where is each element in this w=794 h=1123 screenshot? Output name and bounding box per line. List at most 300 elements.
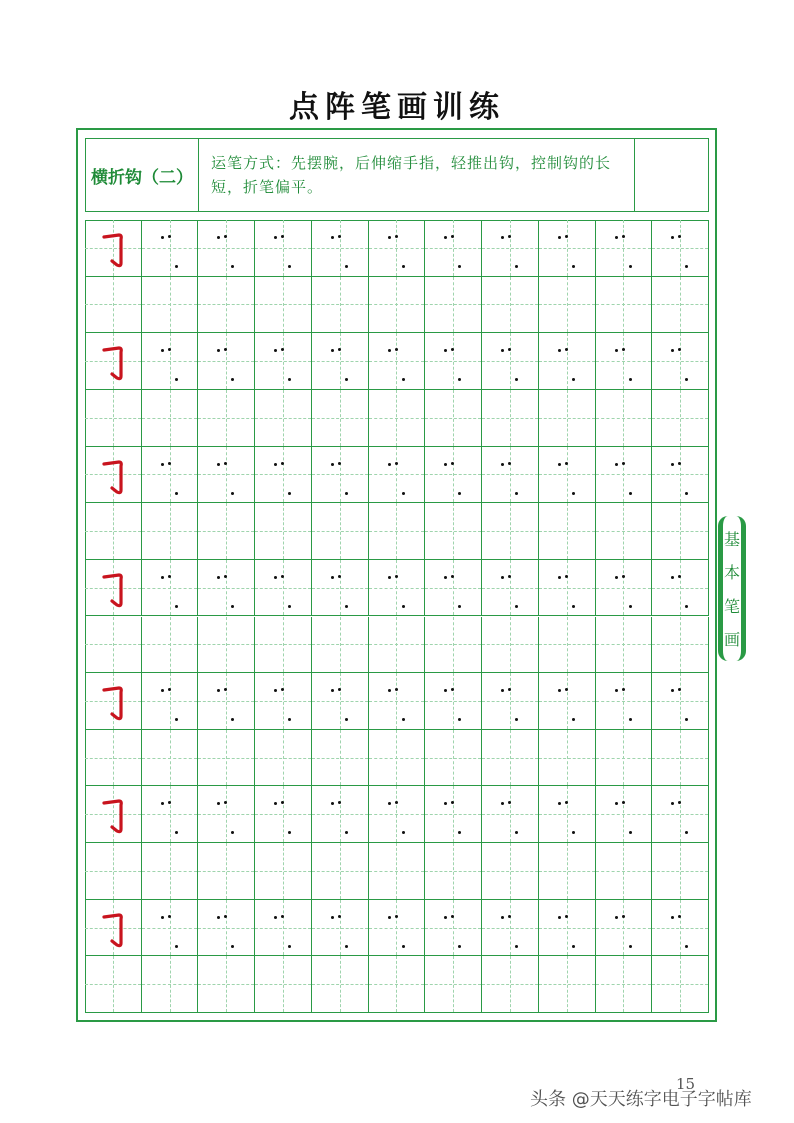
grid-cell [142,220,199,277]
guide-dot [671,463,674,466]
guide-dot [161,349,164,352]
grid-cell [142,673,199,730]
guide-line-horizontal [255,814,311,815]
grid-cell [312,390,369,447]
guide-line-horizontal [255,871,311,872]
side-tab-char: 画 [723,629,740,649]
guide-line-horizontal [539,304,595,305]
guide-dot [331,916,334,919]
guide-dot [161,236,164,239]
guide-dot [281,462,284,465]
guide-line-horizontal [142,701,198,702]
guide-dot [274,689,277,692]
guide-dot [458,265,461,268]
grid-cell [198,900,255,957]
grid-cell [255,786,312,843]
guide-line-horizontal [312,304,368,305]
guide-line-horizontal [425,418,481,419]
guide-line-horizontal [369,984,425,985]
example-stroke-hengzhegou [101,457,127,497]
grid-cell [425,220,482,277]
guide-line-horizontal [369,701,425,702]
guide-line-horizontal [596,248,652,249]
guide-dot [274,916,277,919]
guide-dot [175,265,178,268]
guide-dot [402,605,405,608]
guide-line-horizontal [482,588,538,589]
guide-line-horizontal [369,588,425,589]
grid-cell [652,333,709,390]
guide-dot [565,575,568,578]
guide-dot [231,492,234,495]
guide-line-horizontal [539,588,595,589]
guide-dot [458,378,461,381]
side-tab-char: 笔 [723,596,740,616]
guide-dot [622,915,625,918]
guide-line-horizontal [425,304,481,305]
guide-line-horizontal [425,758,481,759]
stroke-name-label: 横折钩（二） [86,139,199,211]
guide-line-horizontal [255,928,311,929]
grid-cell [425,390,482,447]
guide-dot [274,802,277,805]
guide-dot [615,689,618,692]
guide-dot [515,831,518,834]
guide-line-horizontal [312,984,368,985]
guide-line-horizontal [539,361,595,362]
guide-dot [395,462,398,465]
guide-dot [558,349,561,352]
guide-line-horizontal [198,531,254,532]
guide-line-horizontal [198,701,254,702]
guide-dot [572,492,575,495]
guide-line-horizontal [369,928,425,929]
grid-cell [539,730,596,787]
guide-dot [685,945,688,948]
guide-line-horizontal [596,644,652,645]
guide-line-horizontal [312,418,368,419]
guide-line-horizontal [482,701,538,702]
guide-dot [288,605,291,608]
guide-line-horizontal [369,304,425,305]
guide-line-horizontal [255,758,311,759]
guide-dot [288,945,291,948]
grid-cell [198,786,255,843]
guide-line-horizontal [85,644,141,645]
guide-line-horizontal [596,474,652,475]
grid-cell [142,390,199,447]
guide-line-horizontal [142,644,198,645]
grid-cell [369,843,426,900]
grid-cell [482,956,539,1013]
guide-dot [685,605,688,608]
guide-dot [671,689,674,692]
guide-dot [175,831,178,834]
grid-cell [85,843,142,900]
guide-dot [175,718,178,721]
guide-line-horizontal [312,361,368,362]
grid-cell [652,900,709,957]
guide-dot [458,718,461,721]
guide-line-horizontal [369,758,425,759]
guide-dot [629,378,632,381]
guide-line-horizontal [198,871,254,872]
guide-dot [444,349,447,352]
guide-line-horizontal [482,871,538,872]
guide-line-horizontal [142,361,198,362]
grid-cell [539,277,596,334]
grid-cell [539,390,596,447]
guide-dot [402,718,405,721]
guide-dot [678,462,681,465]
grid-cell [539,447,596,504]
guide-dot [501,576,504,579]
grid-cell [85,786,142,843]
example-stroke-hengzhegou [101,343,127,383]
grid-cell [198,220,255,277]
guide-dot [444,236,447,239]
guide-dot [345,605,348,608]
guide-dot [388,689,391,692]
guide-line-horizontal [652,418,708,419]
guide-dot [572,265,575,268]
guide-dot [515,492,518,495]
guide-line-horizontal [142,871,198,872]
guide-dot [629,718,632,721]
guide-dot [231,718,234,721]
grid-cell [482,560,539,617]
guide-line-horizontal [85,531,141,532]
guide-line-horizontal [142,304,198,305]
grid-cell [255,333,312,390]
grid-cell [85,956,142,1013]
guide-line-horizontal [198,758,254,759]
guide-line-horizontal [369,361,425,362]
guide-line-horizontal [482,758,538,759]
guide-line-horizontal [652,361,708,362]
guide-line-horizontal [596,984,652,985]
example-stroke-hengzhegou [101,796,127,836]
guide-line-horizontal [198,304,254,305]
guide-line-horizontal [425,248,481,249]
grid-cell [198,277,255,334]
grid-cell [596,730,653,787]
guide-dot [281,915,284,918]
guide-dot [685,492,688,495]
guide-dot [615,802,618,805]
guide-dot [615,236,618,239]
guide-dot [558,236,561,239]
side-tab-char: 本 [723,563,740,583]
guide-dot [388,916,391,919]
guide-dot [558,802,561,805]
guide-dot [395,235,398,238]
guide-dot [685,718,688,721]
guide-line-horizontal [255,361,311,362]
guide-dot [402,492,405,495]
guide-dot [565,462,568,465]
guide-dot [572,718,575,721]
guide-dot [388,349,391,352]
grid-cell [369,277,426,334]
grid-cell [369,220,426,277]
grid-cell [425,843,482,900]
guide-dot [331,576,334,579]
guide-dot [395,915,398,918]
guide-line-horizontal [198,814,254,815]
watermark: 头条 @天天练字电子字帖库 [530,1089,752,1110]
guide-line-horizontal [369,248,425,249]
guide-dot [565,915,568,918]
guide-line-horizontal [596,304,652,305]
guide-dot [458,492,461,495]
page-number: 15 [676,1075,696,1093]
guide-line-horizontal [369,531,425,532]
guide-line-horizontal [539,701,595,702]
guide-dot [274,349,277,352]
guide-line-horizontal [312,531,368,532]
guide-dot [444,802,447,805]
guide-dot [508,915,511,918]
guide-dot [515,605,518,608]
guide-line-horizontal [596,814,652,815]
guide-line-horizontal [198,418,254,419]
guide-dot [161,576,164,579]
guide-dot [402,945,405,948]
grid-cell [539,900,596,957]
guide-line-horizontal [596,361,652,362]
grid-cell [539,333,596,390]
guide-dot [685,378,688,381]
grid-cell [652,220,709,277]
grid-cell [142,503,199,560]
stroke-description: 运笔方式：先摆腕，后伸缩手指，轻推出钩，控制钩的长短，折笔偏平。 [199,139,635,211]
grid-cell [596,447,653,504]
guide-dot [395,688,398,691]
guide-dot [161,802,164,805]
guide-dot [345,831,348,834]
guide-line-horizontal [142,984,198,985]
guide-line-horizontal [255,531,311,532]
guide-line-horizontal [482,361,538,362]
guide-dot [558,689,561,692]
guide-line-horizontal [198,474,254,475]
guide-line-horizontal [652,701,708,702]
guide-line-horizontal [369,644,425,645]
grid-cell [142,277,199,334]
grid-cell [596,503,653,560]
grid-cell [539,503,596,560]
guide-line-horizontal [312,644,368,645]
grid-cell [482,277,539,334]
grid-cell [652,503,709,560]
grid-cell [142,730,199,787]
guide-line-horizontal [482,418,538,419]
guide-line-horizontal [425,928,481,929]
grid-cell [85,447,142,504]
guide-dot [338,575,341,578]
grid-cell [652,390,709,447]
guide-dot [345,945,348,948]
guide-dot [217,576,220,579]
guide-line-horizontal [425,871,481,872]
grid-cell [312,447,369,504]
grid-cell [652,956,709,1013]
grid-cell [198,390,255,447]
grid-cell [85,220,142,277]
grid-cell [482,843,539,900]
guide-line-horizontal [482,304,538,305]
grid-cell [312,503,369,560]
grid-cell [312,617,369,674]
grid-cell [198,730,255,787]
guide-dot [231,265,234,268]
guide-line-horizontal [425,474,481,475]
guide-line-horizontal [255,701,311,702]
grid-cell [482,503,539,560]
guide-line-horizontal [312,814,368,815]
guide-line-horizontal [198,644,254,645]
guide-line-horizontal [142,758,198,759]
guide-line-horizontal [142,418,198,419]
grid-cell [369,333,426,390]
guide-line-horizontal [255,984,311,985]
grid-cell [539,617,596,674]
grid-cell [539,560,596,617]
grid-cell [85,900,142,957]
grid-cell [596,617,653,674]
guide-line-horizontal [369,474,425,475]
grid-cell [142,900,199,957]
grid-cell [142,843,199,900]
grid-cell [198,843,255,900]
guide-line-horizontal [652,758,708,759]
grid-cell [369,956,426,1013]
guide-dot [345,492,348,495]
guide-dot [274,576,277,579]
guide-dot [338,235,341,238]
example-stroke-hengzhegou [101,683,127,723]
guide-dot [161,463,164,466]
grid-cell [596,220,653,277]
grid-cell [596,673,653,730]
guide-line-horizontal [539,814,595,815]
guide-dot [231,831,234,834]
guide-line-horizontal [596,588,652,589]
grid-cell [255,277,312,334]
guide-dot [615,576,618,579]
grid-cell [198,956,255,1013]
guide-line-horizontal [482,814,538,815]
grid-cell [539,673,596,730]
guide-line-horizontal [539,531,595,532]
grid-cell [482,220,539,277]
guide-line-horizontal [312,871,368,872]
guide-dot [168,575,171,578]
grid-cell [312,786,369,843]
guide-line-horizontal [312,758,368,759]
guide-line-horizontal [652,984,708,985]
guide-dot [671,802,674,805]
grid-cell [369,673,426,730]
guide-line-horizontal [142,531,198,532]
guide-dot [274,236,277,239]
guide-dot [558,576,561,579]
guide-dot [615,916,618,919]
grid-cell [369,503,426,560]
guide-dot [331,236,334,239]
guide-line-horizontal [425,644,481,645]
guide-dot [572,605,575,608]
guide-dot [175,605,178,608]
guide-line-horizontal [539,248,595,249]
guide-dot [217,236,220,239]
guide-line-horizontal [198,361,254,362]
grid-cell [539,220,596,277]
side-tab-char: 基 [723,530,740,550]
guide-line-horizontal [482,984,538,985]
grid-cell [255,843,312,900]
grid-cell [369,560,426,617]
guide-dot [671,236,674,239]
guide-line-horizontal [539,644,595,645]
guide-line-horizontal [482,474,538,475]
guide-line-horizontal [312,928,368,929]
grid-cell [482,617,539,674]
guide-dot [622,688,625,691]
guide-line-horizontal [482,644,538,645]
guide-dot [565,688,568,691]
guide-line-horizontal [425,361,481,362]
guide-line-horizontal [198,588,254,589]
guide-line-horizontal [255,248,311,249]
guide-line-horizontal [312,588,368,589]
guide-line-horizontal [255,474,311,475]
guide-dot [515,718,518,721]
guide-line-horizontal [369,814,425,815]
guide-line-horizontal [142,248,198,249]
grid-cell [85,617,142,674]
guide-dot [231,378,234,381]
grid-cell [312,730,369,787]
guide-line-horizontal [255,304,311,305]
grid-cell [255,447,312,504]
guide-line-horizontal [539,474,595,475]
grid-cell [596,333,653,390]
grid-cell [652,447,709,504]
guide-dot [338,915,341,918]
guide-dot [388,236,391,239]
guide-dot [458,831,461,834]
guide-line-horizontal [596,531,652,532]
guide-dot [395,575,398,578]
grid-cell [596,560,653,617]
grid-cell [198,560,255,617]
guide-dot [501,802,504,805]
grid-cell [312,560,369,617]
grid-cell [596,956,653,1013]
guide-dot [161,689,164,692]
guide-line-horizontal [85,304,141,305]
guide-dot [161,916,164,919]
guide-dot [629,265,632,268]
guide-line-horizontal [369,871,425,872]
guide-dot [501,236,504,239]
grid-cell [652,617,709,674]
guide-line-horizontal [539,871,595,872]
guide-line-horizontal [85,871,141,872]
guide-dot [558,916,561,919]
